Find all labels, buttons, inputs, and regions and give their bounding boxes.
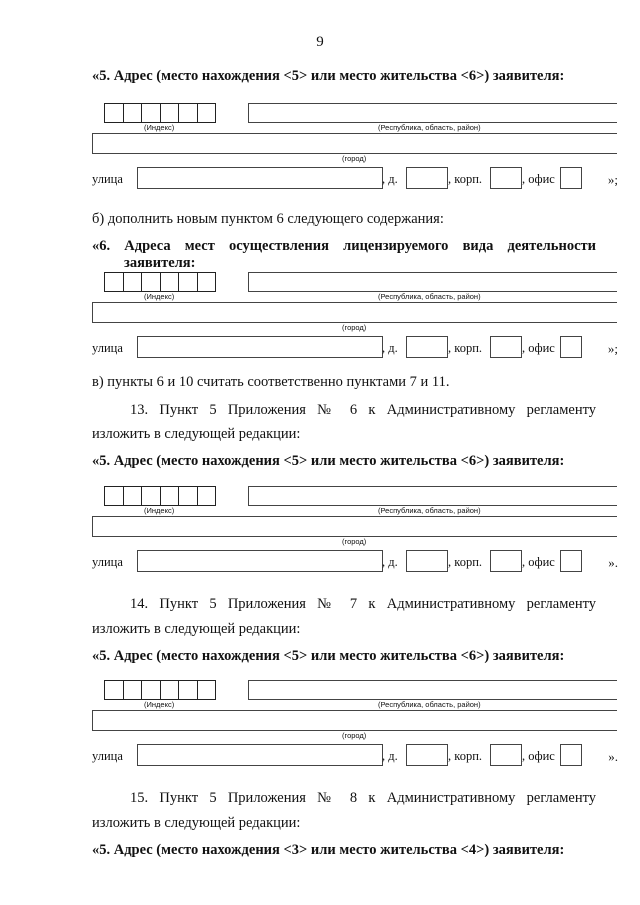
- heading-address-5: «5. Адрес (место нахождения <5> или место жительства <6>) заявителя:: [92, 453, 565, 469]
- office-label: , офис: [522, 172, 555, 186]
- paragraph-b: б) дополнить новым пунктом 6 следующего содержания:: [92, 211, 444, 227]
- paragraph-13: 13. Пункт 5 Приложения № 6 к Административному регламенту: [130, 402, 596, 418]
- region-field[interactable]: [248, 486, 617, 506]
- house-label: , д.: [382, 172, 398, 186]
- region-caption: (Республика, область, район): [378, 123, 481, 132]
- office-label: , офис: [522, 749, 555, 763]
- street-row: [92, 550, 618, 572]
- building-field[interactable]: [490, 167, 522, 189]
- paragraph-v: в) пункты 6 и 10 считать соответственно пунктами 7 и 11.: [92, 374, 450, 390]
- office-field[interactable]: [560, 336, 582, 358]
- street-label: улица: [92, 341, 123, 355]
- street-row: [92, 744, 618, 766]
- region-field[interactable]: [248, 103, 617, 123]
- index-field[interactable]: [104, 486, 216, 506]
- paragraph-14-cont: изложить в следующей редакции:: [92, 621, 301, 637]
- building-field[interactable]: [490, 550, 522, 572]
- address-form-1: [92, 103, 618, 203]
- street-field[interactable]: [137, 744, 383, 766]
- index-field[interactable]: [104, 680, 216, 700]
- heading-address-6: «6. Адреса мест осуществления лицензируемого вида деятельности: [92, 238, 596, 254]
- city-field[interactable]: [92, 516, 617, 537]
- street-label: улица: [92, 749, 123, 763]
- city-field[interactable]: [92, 710, 617, 731]
- street-label: улица: [92, 172, 123, 186]
- region-field[interactable]: [248, 272, 617, 292]
- heading-address-6-cont: заявителя:: [124, 255, 196, 271]
- city-caption: (город): [342, 154, 367, 163]
- block-ending: ».: [608, 749, 618, 764]
- region-caption: (Республика, область, район): [378, 506, 481, 515]
- paragraph-13-cont: изложить в следующей редакции:: [92, 426, 301, 442]
- building-label: , корп.: [448, 555, 483, 569]
- heading-address-5: «5. Адрес (место нахождения <5> или место жительства <6>) заявителя:: [92, 648, 565, 664]
- region-caption: (Республика, область, район): [378, 292, 481, 301]
- building-label: , корп.: [448, 172, 483, 186]
- region-caption: (Республика, область, район): [378, 700, 481, 709]
- street-label: улица: [92, 555, 123, 569]
- index-caption: (Индекс): [144, 700, 175, 709]
- office-field[interactable]: [560, 550, 582, 572]
- region-field[interactable]: [248, 680, 617, 700]
- house-field[interactable]: [406, 336, 448, 358]
- office-label: , офис: [522, 341, 555, 355]
- building-label: , корп.: [448, 341, 483, 355]
- index-field[interactable]: [104, 103, 216, 123]
- address-form-2: [92, 272, 618, 372]
- house-label: , д.: [382, 341, 398, 355]
- building-field[interactable]: [490, 744, 522, 766]
- office-label: , офис: [522, 555, 555, 569]
- block-ending: ».: [608, 555, 618, 570]
- address-form-3: [92, 486, 618, 586]
- address-form-4: [92, 680, 618, 780]
- block-ending: »;: [607, 172, 618, 187]
- building-field[interactable]: [490, 336, 522, 358]
- house-field[interactable]: [406, 167, 448, 189]
- index-caption: (Индекс): [144, 123, 175, 132]
- street-row: [92, 167, 618, 189]
- index-field[interactable]: [104, 272, 216, 292]
- page-number: 9: [316, 34, 324, 50]
- office-field[interactable]: [560, 744, 582, 766]
- paragraph-15: 15. Пункт 5 Приложения № 8 к Административному регламенту: [130, 790, 596, 806]
- house-field[interactable]: [406, 744, 448, 766]
- block-ending: »;: [607, 341, 618, 356]
- street-field[interactable]: [137, 550, 383, 572]
- heading-address-5: «5. Адрес (место нахождения <5> или место жительства <6>) заявителя:: [92, 68, 565, 84]
- street-field[interactable]: [137, 167, 383, 189]
- paragraph-14: 14. Пункт 5 Приложения № 7 к Административному регламенту: [130, 596, 596, 612]
- street-field[interactable]: [137, 336, 383, 358]
- paragraph-15-cont: изложить в следующей редакции:: [92, 815, 301, 831]
- building-label: , корп.: [448, 749, 483, 763]
- city-caption: (город): [342, 537, 367, 546]
- city-caption: (город): [342, 731, 367, 740]
- office-field[interactable]: [560, 167, 582, 189]
- city-field[interactable]: [92, 302, 617, 323]
- street-row: [92, 336, 618, 358]
- index-caption: (Индекс): [144, 292, 175, 301]
- city-caption: (город): [342, 323, 367, 332]
- city-field[interactable]: [92, 133, 617, 154]
- index-caption: (Индекс): [144, 506, 175, 515]
- heading-address-5: «5. Адрес (место нахождения <3> или место жительства <4>) заявителя:: [92, 842, 565, 858]
- house-label: , д.: [382, 555, 398, 569]
- house-label: , д.: [382, 749, 398, 763]
- house-field[interactable]: [406, 550, 448, 572]
